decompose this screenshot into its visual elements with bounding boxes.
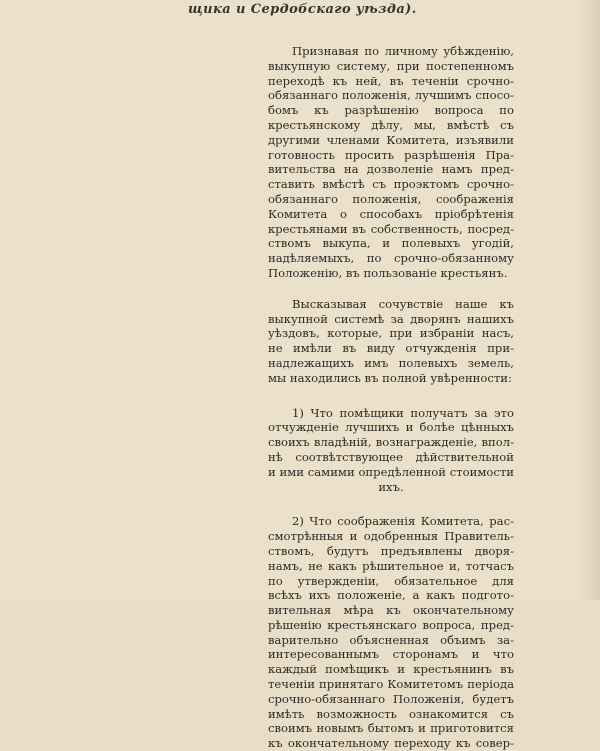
header-fragment: щика и Сердобскаго уѣзда). — [188, 2, 417, 17]
paragraph-2 — [268, 297, 514, 386]
paragraph-gap — [268, 281, 514, 297]
text-line: Высказывая сочувствіе наше къ — [292, 296, 514, 311]
text-line: бомъ къ разрѣшенію вопроса по — [268, 103, 514, 118]
text-line: интересованнымъ сторонамъ и что — [268, 647, 514, 662]
text-line: готовность просить разрѣшенія Пра- — [268, 147, 514, 162]
paragraph-1 — [268, 44, 514, 281]
text-line: мы находились въ полной увѣренности: — [268, 370, 512, 385]
text-line: и ими самими опредѣленной стоимости — [268, 464, 514, 479]
text-line: ихъ. — [378, 479, 404, 494]
text-line: къ окончательному переходу къ совер- — [268, 736, 514, 751]
text-line: своимъ новымъ бытомъ и приготовится — [268, 721, 514, 736]
paragraph-gap — [268, 386, 514, 406]
text-line: Комитета о способахъ пріобрѣтенія — [268, 206, 514, 221]
text-line: отчужденіе лучшихъ и болѣе цѣнныхъ — [268, 420, 514, 435]
text-line: теченіи принятаго Комитетомъ періода — [268, 677, 514, 692]
paragraph-4 — [268, 514, 514, 751]
text-line: 2) Что соображенія Комитета, рас- — [292, 514, 514, 529]
text-line: каждый помѣщикъ и крестьянинъ въ — [268, 662, 514, 677]
text-line: по утвержденіи, обязательное для — [268, 573, 514, 588]
text-line: 1) Что помѣщики получатъ за это — [292, 405, 514, 420]
text-line: не имѣли въ виду отчужденія при- — [268, 341, 514, 356]
body-text — [268, 44, 514, 751]
text-line: намъ, не какъ рѣшительное и, тотчасъ — [268, 558, 514, 573]
paragraph-3 — [268, 406, 514, 495]
text-line: нѣ соотвѣтствующее дѣйствительной — [268, 449, 514, 464]
text-line: обязаннаго положенія, соображенія — [268, 191, 514, 206]
text-line: смотрѣнныя и одобренныя Правитель- — [268, 529, 514, 544]
text-line: другими членами Комитета, изъявили — [268, 132, 514, 147]
text-line: Признавая по личному убѣжденію, — [292, 44, 514, 58]
text-line: обязаннаго положенія, лучшимъ спосо- — [268, 88, 514, 103]
text-line: своихъ владѣній, вознагражденіе, впол- — [268, 435, 514, 450]
text-line: ствомъ выкупа, и полевыхъ угодій, — [268, 236, 514, 251]
text-line: варительно объясненная объимъ за- — [268, 632, 514, 647]
text-line: надлежащихъ имъ полевыхъ земель, — [268, 355, 514, 370]
text-line: всѣхъ ихъ положеніе, а какъ подгото- — [268, 588, 514, 603]
text-line: крестьянами въ собственность, посред- — [268, 221, 514, 236]
text-line: переходѣ къ ней, въ теченіи срочно- — [268, 73, 514, 88]
text-line: рѣшенію крестьянскаго вопроса, пред- — [268, 617, 514, 632]
text-line: выкупную систему, при постепенномъ — [268, 58, 514, 73]
text-line: ставить вмѣстѣ съ проэктомъ срочно- — [268, 177, 514, 192]
text-line: надѣляемыхъ, по срочно-обязанному — [268, 251, 514, 266]
page-edge-shadow — [578, 0, 600, 600]
text-line: вительная мѣра къ окончательному — [268, 603, 514, 618]
text-line: выкупной системѣ за дворянъ нашихъ — [268, 311, 514, 326]
text-line: крестьянскому дѣлу, мы, вмѣстѣ съ — [268, 117, 514, 132]
paragraph-gap — [268, 494, 514, 514]
text-line: Положенію, въ пользованіе крестьянъ. — [268, 265, 508, 280]
text-line: срочно-обязаннаго Положенія, будетъ — [268, 691, 514, 706]
text-line: имѣть возможность ознакомится съ — [268, 706, 514, 721]
text-line: вительства на дозволеніе намъ пред- — [268, 162, 514, 177]
text-line: уѣздовъ, которые, при избраніи насъ, — [268, 326, 514, 341]
text-line: ствомъ, будутъ предъявлены дворя- — [268, 543, 514, 558]
